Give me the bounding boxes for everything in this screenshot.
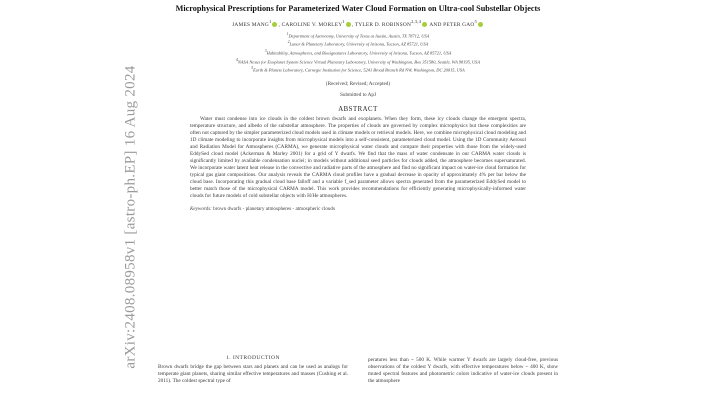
affiliation: $^4$NASA Nexus for Exoplanet System Science Virtual Planetary Laboratory, University of Washington, Box 351580, Seattle, WA 98195, USA [235,57,481,65]
abstract-heading: ABSTRACT [338,106,378,114]
author: TYLER D. ROBINSON$^{2,3,4}$ [355,22,430,28]
right-column [368,355,558,385]
keywords-line [190,206,526,212]
author: CAROLINE V. MORLEY$^1$, [281,19,354,28]
affiliation: $^3$Habitability, Atmospheres, and Biosignatures Laboratory, University of Arizona, Tucson, AZ 85721, USA [264,49,452,56]
affiliation: $^5$Earth & Planets Laboratory, Carnegie Institution for Science, 5241 Broad Branch Rd NW, Washington, DC 20015, USA [251,66,465,73]
section-heading: 1. INTRODUCTION [226,355,280,361]
affiliation: $^1$Department of Astronomy, University of Texas at Austin, Austin, TX 78712, USA [286,31,430,39]
keywords-label: Keywords: [190,205,212,212]
keywords-text: brown dwarfs - planetary atmospheres - atmospheric clouds [213,205,335,212]
arxiv-identifier: arXiv:2408.08958v1 [astro-ph.EP] 16 Aug 2024 [122,65,139,369]
submitted-note: Submitted to ApJ [339,92,377,99]
orcid-icon[interactable] [478,22,483,27]
arxiv-sidebar [120,52,142,382]
affiliation-list [158,31,558,74]
intro-paragraph: Brown dwarfs bridge the gap between stars and planets and can be used as analogs for temperate giant planets, sharing similar effective temperatures and masses (Cushing et al. 2011). The coldest spectral type of [158,363,348,384]
affiliation: $^2$Lunar & Planetary Laboratory, University of Arizona, Tucson, AZ 85721, USA [287,40,429,47]
author: AND PETER GAO$^5$ [429,22,484,28]
author-list [158,19,558,28]
paper-title: Microphysical Prescriptions for Parameterized Water Cloud Formation on Ultra-cool Substellar Objects [175,4,541,13]
body-columns [158,355,558,385]
intro-continuation: peratures less than ~ 500 K. While warmer Y dwarfs are largely cloud-free, previous observations of the coldest Y dwarfs, with effective temperatures below ~ 400 K, show muted spectral features and photometric colors indicative of water-ice clouds present in the atmosphere [368,357,558,384]
orcid-icon[interactable] [346,22,351,27]
orcid-icon[interactable] [272,22,277,27]
abstract-text: Water must condense into ice clouds in the coldest brown dwarfs and exoplanets. When they form, these icy clouds change the emergent spectra, temperature structure, and albedo of the substellar atmosphere. The properties of clouds are governed by complex microphysics but these complexities are often not captured by the simpler parameterized cloud models used in climate models or retrieval models. Here, we combine microphysical cloud modeling and 1D climate modeling to incorporate insights from microphysical models into a self-consistent, parameterized cloud model. Using the 1D Community Aerosol and Radiation Model for Atmospheres (CARMA), we generate microphysical water clouds and compare their properties with those from the widely-used EddySed cloud model (Ackerman & Marley 2001) for a grid of Y dwarfs. We find that the mass of water condensate in our CARMA water clouds is significantly limited by available condensation nuclei; in models without additional seed particles for clouds added, the atmosphere becomes supersaturated. We incorporate water latent heat release in the convective and radiative parts of the atmosphere and find no significant impact on water-ice cloud formation for typical gas giant compositions. Our analysis reveals the CARMA cloud profiles have a gradual decrease in opacity of approximately 4% per bar below the cloud base. Incorporating this gradual cloud base falloff and a variable f_sed parameter allows spectra generated from the parameterized EddySed model to better match those of the microphysical CARMA model. This work provides recommendations for efficiently generating microphysically-informed water clouds for future models of cold substellar objects with H/He atmospheres. [190,116,526,199]
orcid-icon[interactable] [422,22,427,27]
paper-page [158,4,558,384]
author: JAMES MANG$^1$, [232,19,281,28]
received-dates: (Received; Revised; Accepted) [325,81,391,88]
left-column [158,355,348,385]
